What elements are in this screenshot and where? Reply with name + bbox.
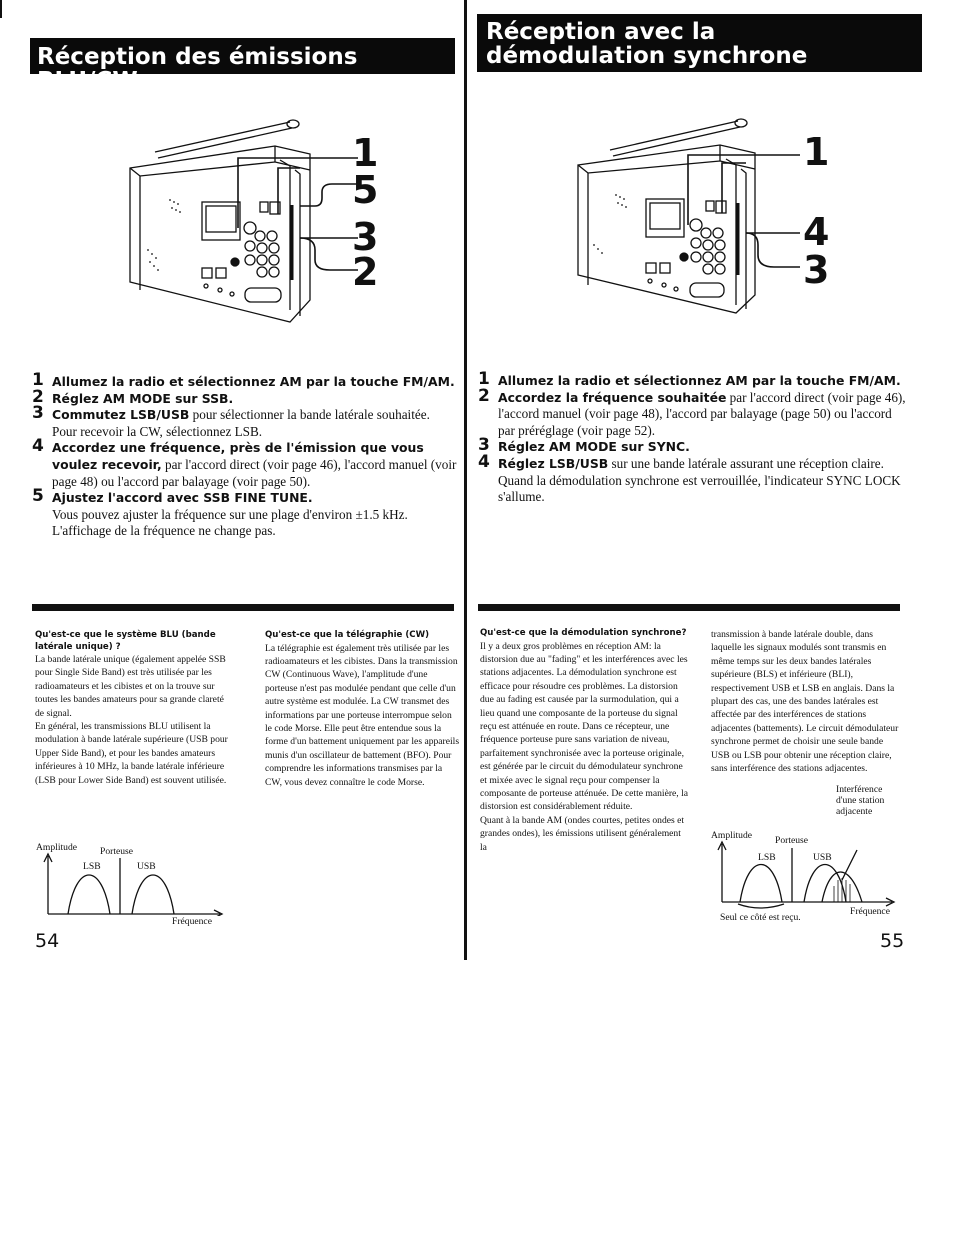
callout-5-left: 5 [352,168,379,212]
left-step-2: 2 Réglez AM MODE sur SSB. [32,386,234,407]
radio-illustration-left [110,110,390,335]
radio-illustration-right [560,105,820,315]
right-step-4: 4 Réglez LSB/USB sur une bande latérale assurant une réception claire. Quand la démodulation synchrone est verrouillée, l'indicateur SYNC LOCK s'allume. [478,451,901,505]
right-steps [478,369,908,506]
left-note-cw: Qu'est-ce que la télégraphie (CW) La télégraphie est également très utilisée par les radioamateurs et les cibistes. Dans la transmission CW (Continuous Wave), l'amplitude d'une porteuse n'est pas modulée pendant que celle d'un autre système est modulée. La CW transmet des informations par une porteuse interrompue selon le code Morse. Elle peut être entendue sous la forme d'un battement uniquement par les appareils munis d'un oscillateur de battement (BFO). Pour comprendre les informations transmises par la CW, vous devez connaître le code Morse. [265,630,460,788]
callout-2-left: 2 [352,250,379,294]
center-rule-top [464,0,467,960]
left-diagram-carrier: Porteuse [100,846,134,857]
right-note-sync: Qu'est-ce que la démodulation synchrone? Il y a deux gros problèmes en réception AM: la distorsion due au "fading" et les interférences avec les stations adjacentes. La démodulation synchrone est efficace pour résoudre ces problèmes. La distorsion due au fading est causée par la surmodulation, qui a lieu quand une composante de la porteuse du signal reçu est atténuée en route. Dans ce récepteur, une fréquence porteuse pure sans variation de niveau, parfaitement synchronisée avec la porteuse originale, est générée par le circuit du démodulateur synchrone et mixée avec le signal reçu pour compenser la composante de porteuse atténuée. De cette manière, la distorsion est considérablement réduite. Quant à la bande AM (ondes courtes, petites ondes et grandes ondes), les émissions utilisent généralement la [480,628,689,853]
right-title-line2: démodulation synchrone [486,43,808,69]
page-number-left: 54 [35,930,60,952]
left-step-5: 5 Ajustez l'accord avec SSB FINE TUNE. Vous pouvez ajuster la fréquence sur une plage d'environ ±1.5 kHz. L'affichage de la fréquence ne change pas. [32,486,408,539]
right-diagram-only-this-side: Seul ce côté est reçu. [720,912,801,923]
right-diagram-frequency: Fréquence [850,906,890,917]
left-diagram-usb: USB [137,861,156,872]
callout-1-left: 1 [352,131,379,175]
right-title-line1: Réception avec la [486,19,716,45]
left-step-4: 4 Accordez une fréquence, près de l'émission que vous voulez recevoir, par l'accord direct (voir page 46), l'accord manuel (voir page 48) ou l'accord par balayage (voir page 50). [32,436,457,489]
right-step-2: 2 Accordez la fréquence souhaitée par l'accord direct (voir page 46), l'accord manuel (voir page 48), l'accord par balayage (page 50) ou l'accord par préréglage (voir page 52). [478,385,906,438]
right-note-sync-continued: transmission à bande latérale double, dans laquelle les signaux modulés sont transmis en même temps sur les deux bandes latérales supérieure (BLS) et inférieure (BLI), respectivement USB et LSB en anglais. Dans la plupart des cas, une des bandes latérales est affectée par des interférences de stations adjacentes (battements). Le circuit démodulateur synchrone permet de choisir une seule bande USB ou LSB pour obtenir une réception claire, sans interférence des stations adjacentes. [711,629,899,775]
left-step-3: 3 Commutez LSB/USB pour sélectionner la bande latérale souhaitée. Pour recevoir la CW, sélectionnez LSB. [32,403,430,439]
callout-1-right: 1 [803,130,830,174]
right-section-title [477,14,922,72]
callout-3-left: 3 [352,215,379,259]
left-sideband-diagram [40,852,225,916]
right-diagram-carrier: Porteuse [775,835,809,846]
left-section-title: Réception des émissions BLU/CW [30,38,455,74]
right-divider [478,604,900,611]
right-step-3: 3 Réglez AM MODE sur SYNC. [478,435,690,456]
left-diagram-amplitude: Amplitude [36,842,78,853]
callout-3-right: 3 [803,248,830,292]
left-steps [32,370,457,540]
page-number-right: 55 [880,930,905,952]
right-sideband-diagram [712,840,902,912]
edge-mark [0,0,2,18]
right-diagram-interference: Interférence d'une station adjacente [836,784,885,817]
right-step-1: 1 Allumez la radio et sélectionnez AM par la touche FM/AM. [478,369,901,389]
left-note-blu: Qu'est-ce que le système BLU (bande latérale unique) ? La bande latérale unique (également appelée SSB pour Single Side Band) est très utilisée par les radioamateurs et les cibistes et on la trouve sur toutes les bandes amateurs pour sa grande clareté de signal. En général, les transmissions BLU utilisent la modulation à bande latérale supérieure (USB pour Upper Side Band), et pour les bandes amateurs inférieures à 10 MHz, la bande latérale inférieure (LSB pour Lower Side Band) est souvent utilisée. [35,630,228,786]
callout-4-right: 4 [803,210,830,254]
left-step-1: 1 Allumez la radio et sélectionnez AM par la touche FM/AM. [32,370,455,390]
right-diagram-lsb: LSB [758,852,776,863]
left-diagram-frequency: Fréquence [172,916,212,927]
right-diagram-usb: USB [813,852,832,863]
right-diagram-amplitude: Amplitude [711,830,753,841]
left-divider [32,604,454,611]
left-diagram-lsb: LSB [83,861,101,872]
